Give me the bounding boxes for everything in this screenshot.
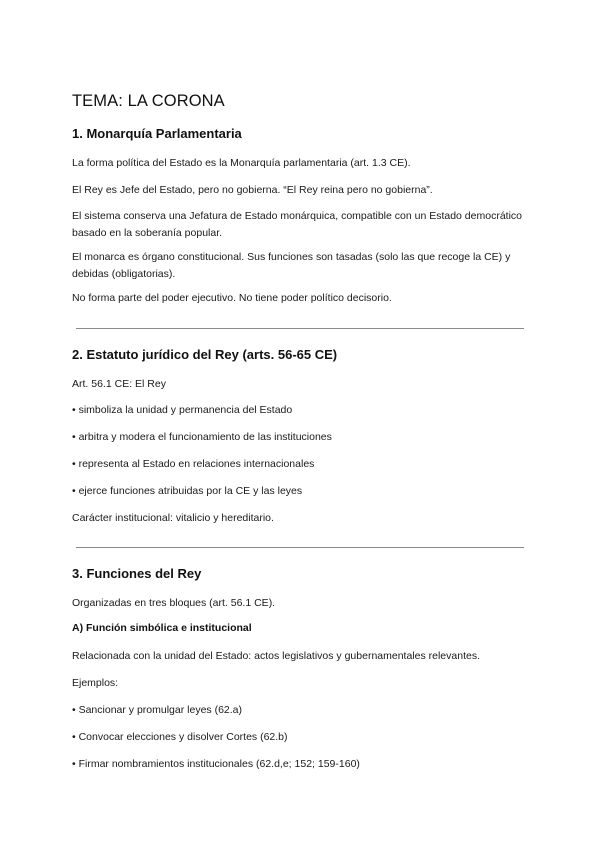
section3-bullet-1: • Sancionar y promulgar leyes (62.a): [72, 704, 243, 716]
section1-paragraph-5: No forma parte del poder ejecutivo. No tiene poder político decisorio.: [72, 292, 392, 304]
section1-paragraph-1: La forma política del Estado es la Monarquía parlamentaria (art. 1.3 CE).: [72, 157, 411, 169]
section2-heading: 2. Estatuto jurídico del Rey (arts. 56-65 CE): [72, 347, 338, 362]
section1-heading: 1. Monarquía Parlamentaria: [72, 126, 242, 141]
section1-paragraph-2: El Rey es Jefe del Estado, pero no gobierna. “El Rey reina pero no gobierna”.: [72, 184, 433, 196]
section2-closing: Carácter institucional: vitalicio y hereditario.: [72, 512, 274, 524]
section3-heading: 3. Funciones del Rey: [72, 566, 202, 581]
section3-bullet-3: • Firmar nombramientos institucionales (62.d,e; 152; 159-160): [72, 758, 360, 770]
section2-bullet-3: • representa al Estado en relaciones internacionales: [72, 458, 315, 470]
section3-subheading: A) Función simbólica e institucional: [72, 622, 252, 634]
section3-intro: Organizadas en tres bloques (art. 56.1 CE).: [72, 597, 276, 609]
section2-bullet-2: • arbitra y modera el funcionamiento de las instituciones: [72, 431, 332, 443]
section2-bullet-4: • ejerce funciones atribuidas por la CE y las leyes: [72, 485, 303, 497]
section-divider-2: [76, 547, 524, 548]
section2-bullet-1: • simboliza la unidad y permanencia del Estado: [72, 404, 293, 416]
page-title: TEMA: LA CORONA: [72, 92, 225, 110]
section1-paragraph-3: El sistema conserva una Jefatura de Estado monárquica, compatible con un Estado democrático basado en la soberanía popular.: [72, 210, 522, 239]
section3-examples-label: Ejemplos:: [72, 677, 119, 689]
section3-description: Relacionada con la unidad del Estado: actos legislativos y gubernamentales relevantes.: [72, 650, 481, 662]
section-divider-1: [76, 328, 524, 329]
section2-intro: Art. 56.1 CE: El Rey: [72, 378, 166, 390]
section1-paragraph-4: El monarca es órgano constitucional. Sus funciones son tasadas (solo las que recoge la CE) y debidas (obligatorias).: [72, 251, 511, 280]
section3-bullet-2: • Convocar elecciones y disolver Cortes (62.b): [72, 731, 288, 743]
